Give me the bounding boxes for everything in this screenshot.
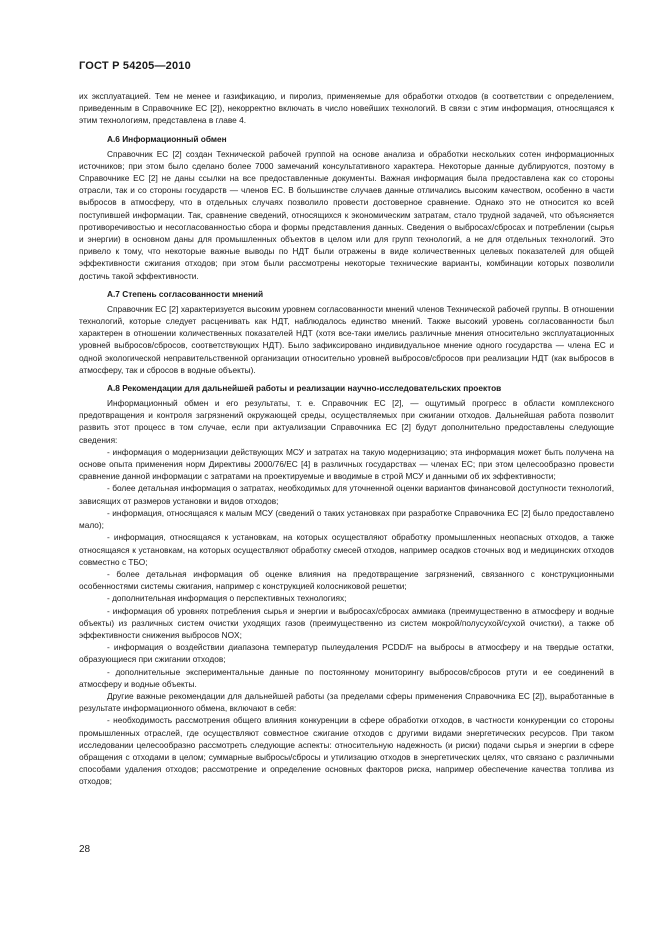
paragraph: Справочник ЕС [2] характеризуется высоким уровнем согласованности мнений членов Технической рабочей группы. В отношении технологий, которые следует расценивать как НДТ, наблюдалось единство мнений. Также высокий уровень согласованности был характерен в отношении количественных показателей НДТ (хотя все-таки имелись различные мнения относительно эксплуатационных уровней выбросов/сбросов, соответствующих НДТ). Было зафиксировано индивидуальное мнение одного государства — члена ЕС и одной экологической неправительственной организации относительно уровней выбросов/сбросов при реализации НДТ (как выбросов в атмосферу, так и сбросов в водные объекты). xyxy=(79,303,614,375)
list-item: - информация о модернизации действующих МСУ и затратах на такую модернизацию; эта информация может быть получена на основе опыта применения норм Директивы 2000/76/ЕС [4] в различных государствах — членах ЕС; при этом целесообразно провести сравнение данной информации с затратами на проектируемые и вводимые в строй МСУ и данными об их эффективности; xyxy=(79,446,614,482)
section-heading-a6: А.6 Информационный обмен xyxy=(107,133,227,144)
intro-paragraph: их эксплуатацией. Тем не менее и газификацию, и пиролиз, применяемые для обработки отходов (в соответствии с определением, приведенным в Справочнике ЕС [2]), некорректно включать в число новейших технологий. В связи с этим информация, относящаяся к этим технологиям, представлена в главе 4. xyxy=(79,91,614,126)
list-item: - информация о воздействии диапазона температур пылеудаления PCDD/F на выбросы в атмосферу и на твердые остатки, образующиеся при сжигании отходов; xyxy=(79,642,614,665)
paragraph: Информационный обмен и его результаты, т. е. Справочник ЕС [2], — ощутимый прогресс в области комплексного предотвращения и контроля загрязнений окружающей среды, осуществляемых при сжигании отходов. Дальнейшая работа позволит развить этот процесс в том случае, если при актуализации Справочника ЕС [2] будут дополнительно предоставлены следующие сведения: xyxy=(79,398,614,445)
list-item: - информация, относящаяся к малым МСУ (сведений о таких установках при разработке Справочника ЕС [2] было предоставлено мало); xyxy=(79,507,614,531)
section-heading-a8: А.8 Рекомендации для дальнейшей работы и реализации научно-исследовательских проектов xyxy=(107,383,502,394)
paragraph: Другие важные рекомендации для дальнейшей работы (за пределами сферы применения Справочника ЕС [2]), выработанные в результате информационного обмена, включают в себя: xyxy=(79,690,614,714)
document-header: ГОСТ Р 54205—2010 xyxy=(79,60,191,72)
page-number: 28 xyxy=(79,844,91,855)
section-heading-a7: А.7 Степень согласованности мнений xyxy=(107,288,264,299)
list-item: - дополнительная информация о перспективных технологиях; xyxy=(107,593,347,604)
paragraph: Справочник ЕС [2] создан Технической рабочей группой на основе анализа и обработки нескольких сотен информационных источников; при этом было сделано более 7000 замечаний консультативного характера. Некоторые данные дублируются, поэтому в Справочнике ЕС [2] не даны ссылки на все предоставленные документы. Важная информация была предоставлена как со стороны отрасли, так и со стороны государств — членов ЕС. В большинстве случаев данные отличались высоким качеством, особенно в части выбросов в атмосферу, что в отдельных случаях позволило провести достоверное сравнение. Однако это не относится ко всей поступившей информации. Так, сравнение сведений, относящихся к экономическим затратам, стало трудной задачей, что объясняется противоречивостью и несогласованностью сбора и формы представления данных. Сведения о выбросах/сбросах и потреблении (сырья и энергии) в основном даны для промышленных объектов в целом или для групп технологий, а не для отдельных технологий. Это привело к тому, что некоторые важные выводы по НДТ были отражены в виде количественных целевых показателей для общей эффективности сжигания отходов; при этом были рассмотрены некоторые технические варианты, комбинации которых позволили достичь такой эффективности. xyxy=(79,148,614,281)
list-item: - информация об уровнях потребления сырья и энергии и выбросах/сбросах аммиака (преимущественно в атмосферу и водные объекты) из различных систем очистки уходящих газов (преимущественно из систем мокрой/полусухой/сухой очистки), а также об эффективности снижения выбросов NOX; xyxy=(79,605,614,640)
list-item: - информация, относящаяся к установкам, на которых осуществляют обработку промышленных неопасных отходов, а также относящаяся к установкам, на которых осуществляют обработку смесей отходов, например осадков сточных вод и медицинских отходов совместно с ТБО; xyxy=(79,532,614,567)
page-content xyxy=(79,90,614,788)
list-item: - более детальная информация об оценке влияния на предотвращение загрязнений, связанного с конструкционными особенностями системы сжигания, например с конструкцией колосниковой решетки; xyxy=(79,568,614,592)
list-item: - более детальная информация о затратах, необходимых для уточненной оценки вариантов финансовой доступности технологий, зависящих от размеров установки и видов отходов; xyxy=(79,483,614,506)
list-item: - дополнительные экспериментальные данные по постоянному мониторингу выбросов/сбросов ртути и ее соединений в атмосферу и водные объекты. xyxy=(79,666,614,689)
list-item: - необходимость рассмотрения общего влияния конкуренции в сфере обработки отходов, в частности конкуренции со стороны промышленных отраслей, где осуществляют совместное сжигание отходов с другими видами энергетических ресурсов. При таком исследовании целесообразно рассмотреть следующие аспекты: относительную надежность (и риски) подачи сырья и энергии в сфере обращения с отходами в целом; суммарные выбросы/сбросы и утилизацию отходов в энергетических целях, что связано с различными способами удаления отходов; рассмотрение и определение основных факторов риска, например обеспечение качества топлива из отходов; xyxy=(79,715,614,787)
